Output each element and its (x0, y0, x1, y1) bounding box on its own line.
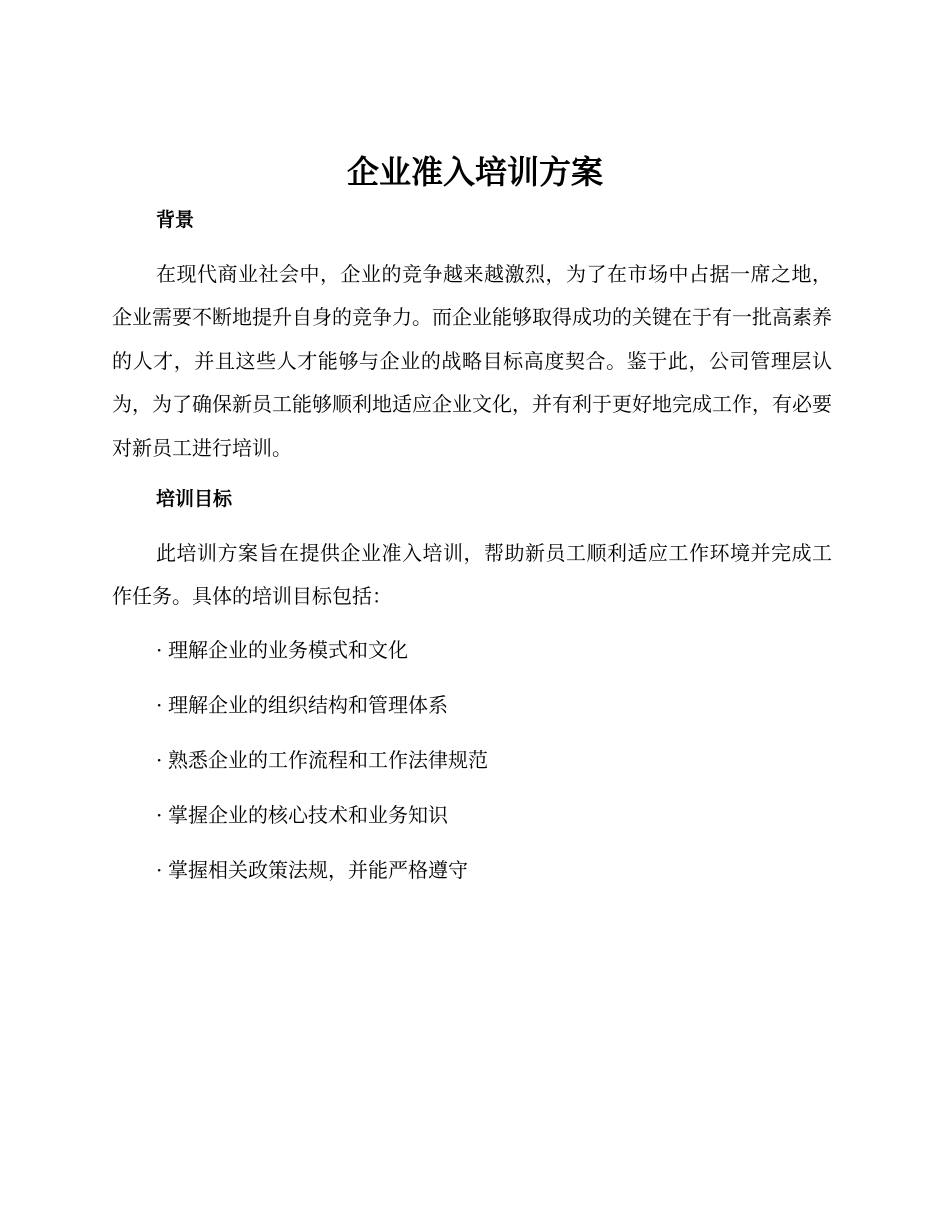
document-title: 企业准入培训方案 (346, 153, 603, 191)
list-item (156, 742, 488, 797)
list-item (156, 687, 488, 742)
list-item (156, 852, 488, 907)
bullet-marker: · (156, 748, 163, 772)
list-item (156, 797, 488, 852)
training-goals-paragraph: 此培训方案旨在提供企业准入培训，帮助新员工顺利适应工作环境并完成工作任务。具体的培训目标包括： (112, 541, 832, 609)
training-goals-list (156, 632, 488, 907)
bullet-marker: · (156, 803, 163, 827)
background-paragraph: 在现代商业社会中，企业的竞争越来越激烈，为了在市场中占据一席之地，企业需要不断地提升自身的竞争力。而企业能够取得成功的关键在于有一批高素养的人才，并且这些人才能够与企业的战略目标高度契合。鉴于此，公司管理层认为，为了确保新员工能够顺利地适应企业文化，并有利于更好地完成工作，有必要对新员工进行培训。 (112, 262, 832, 460)
section-heading-background: 背景 (156, 209, 195, 231)
list-item-text: 理解企业的组织结构和管理体系 (168, 693, 448, 717)
list-item (156, 632, 488, 687)
list-item-text: 掌握相关政策法规，并能严格遵守 (168, 858, 468, 882)
bullet-marker: · (156, 858, 163, 882)
list-item-text: 掌握企业的核心技术和业务知识 (168, 803, 448, 827)
bullet-marker: · (156, 638, 163, 662)
section-heading-training-goals: 培训目标 (156, 488, 233, 510)
list-item-text: 熟悉企业的工作流程和工作法律规范 (168, 748, 488, 772)
bullet-marker: · (156, 693, 163, 717)
list-item-text: 理解企业的业务模式和文化 (168, 638, 408, 662)
